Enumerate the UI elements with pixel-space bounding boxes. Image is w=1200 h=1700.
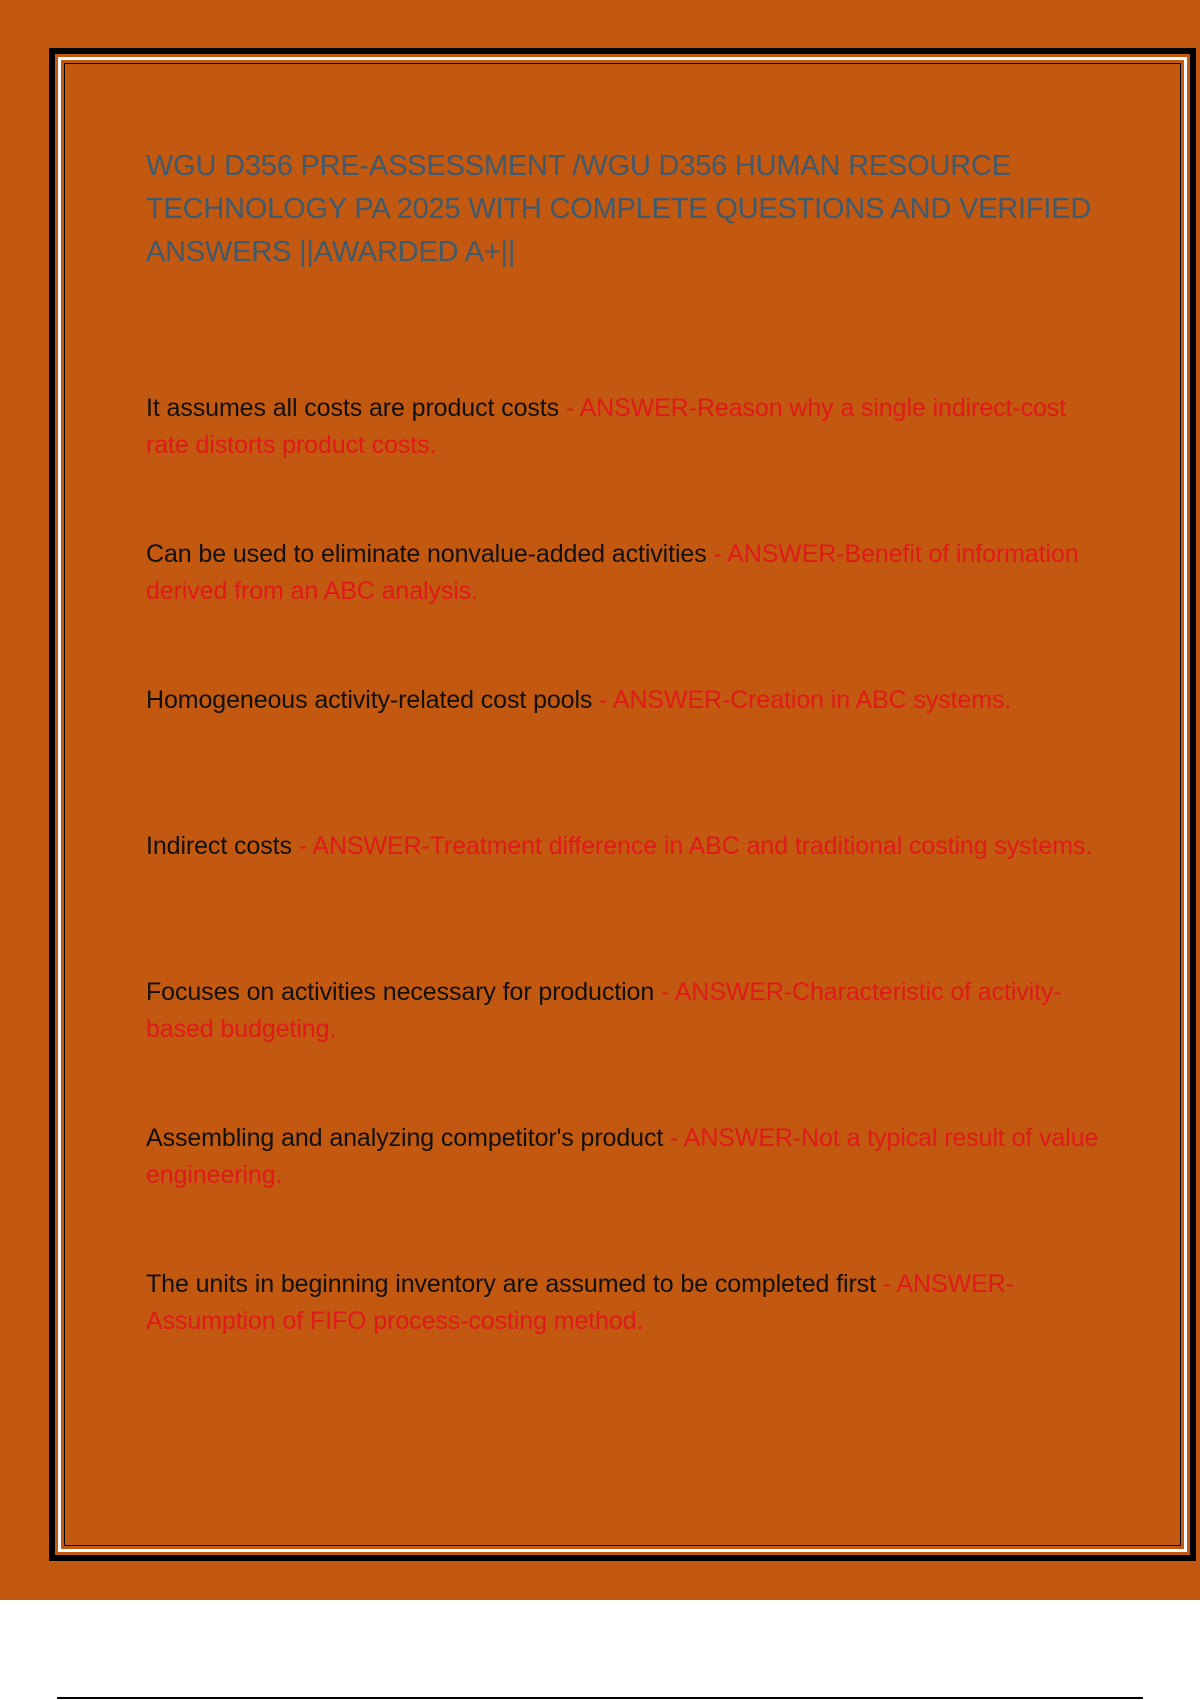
qa-item [146, 390, 1106, 464]
qa-item [146, 828, 1106, 902]
answer-text: - ANSWER-Treatment difference in ABC and traditional costing systems. [291, 832, 1093, 860]
answer-text: - ANSWER-Reason why a single indirect-cost rate distorts product costs. [146, 394, 1067, 459]
qa-item [146, 536, 1106, 610]
question-text: Assembling and analyzing competitor's product [146, 1124, 664, 1152]
question-text: The units in beginning inventory are assumed to be completed first [146, 1270, 876, 1298]
qa-item [146, 1120, 1106, 1194]
question-text: Homogeneous activity-related cost pools [146, 686, 593, 714]
qa-item [146, 974, 1106, 1048]
answer-text: - ANSWER-Assumption of FIFO process-costing method. [146, 1270, 1014, 1335]
document-content [146, 145, 1106, 1412]
question-text: Focuses on activities necessary for production [146, 978, 655, 1006]
qa-list [146, 390, 1106, 1340]
answer-text: - ANSWER-Not a typical result of value engineering. [146, 1124, 1099, 1189]
question-text: Indirect costs [146, 832, 292, 860]
question-text: Can be used to eliminate nonvalue-added activities [146, 540, 707, 568]
qa-item [146, 1266, 1106, 1340]
footer-divider [57, 1697, 1143, 1699]
answer-text: - ANSWER-Benefit of information derived from an ABC analysis. [146, 540, 1079, 605]
qa-item [146, 682, 1106, 756]
question-text: It assumes all costs are product costs [146, 394, 560, 422]
answer-text: - ANSWER-Characteristic of activity-based budgeting. [146, 978, 1062, 1043]
answer-text: - ANSWER-Creation in ABC systems. [592, 686, 1012, 714]
document-title: WGU D356 PRE-ASSESSMENT /WGU D356 HUMAN RESOURCE TECHNOLOGY PA 2025 WITH COMPLETE QUESTIONS AND VERIFIED ANSWERS ||AWARDED A+|| [146, 150, 1092, 268]
